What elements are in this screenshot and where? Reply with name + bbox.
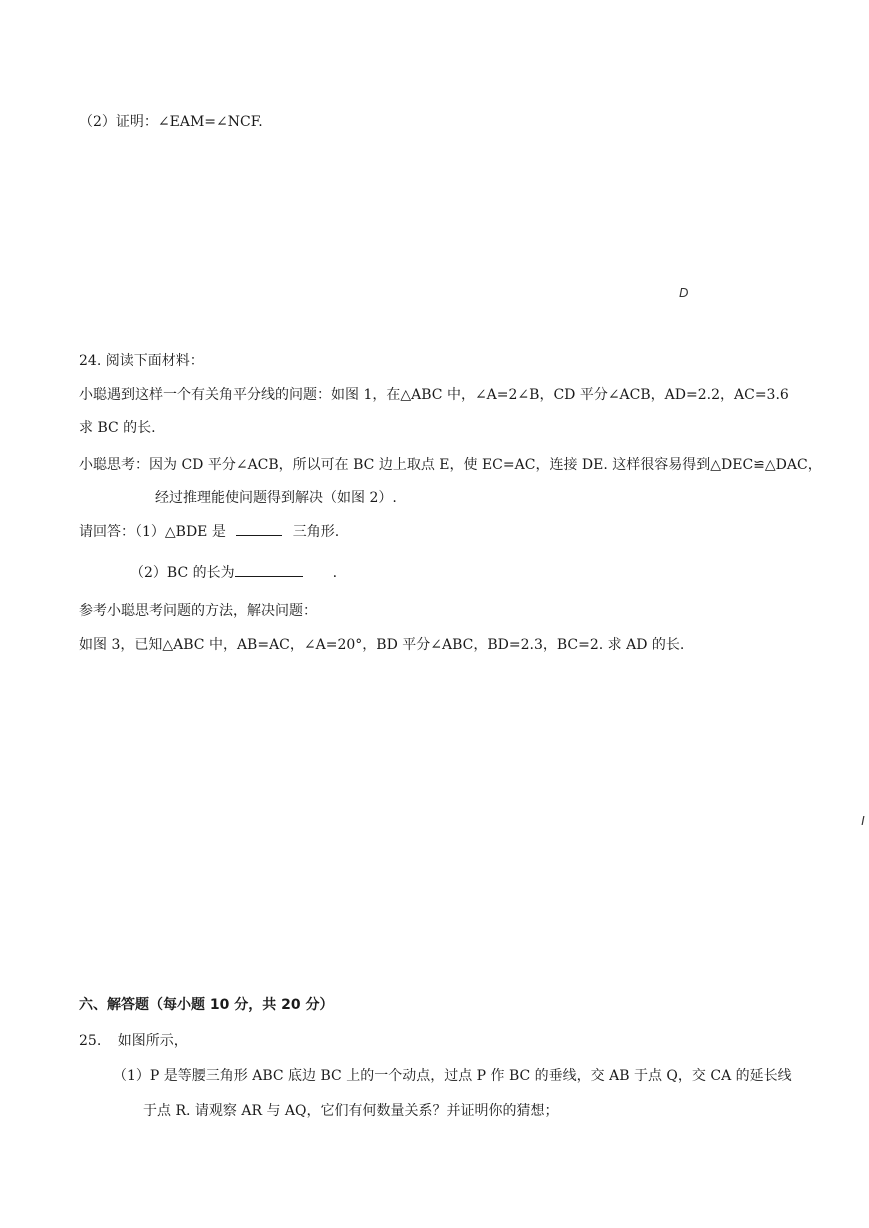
q24-line3: 小聪思考：因为 CD 平分∠ACB，所以可在 BC 边上取点 E，使 EC=AC，连接 DE. 这样很容易得到△DEC≌△DAC， (79, 457, 822, 473)
answer2-prefix: （2）BC 的长为 (130, 565, 235, 581)
q24-line7: 参考小聪思考问题的方法，解决问题： (79, 603, 317, 619)
q24-answer1 (79, 521, 339, 542)
q24-line4: 经过推理能使问题得到解决（如图 2）. (155, 490, 397, 506)
q25-header-text: 如图所示， (117, 1033, 188, 1049)
answer1-blank[interactable] (236, 521, 282, 536)
q25-number: 25. (79, 1033, 102, 1049)
section6-title: 六、解答题（每小题 10 分，共 20 分） (79, 997, 334, 1013)
q24-answer2 (130, 562, 337, 583)
q25-header (79, 1031, 188, 1051)
q25-part1-line2: 于点 R. 请观察 AR 与 AQ，它们有何数量关系？并证明你的猜想； (143, 1103, 559, 1119)
figure-label-d: D (679, 285, 689, 300)
answer2-suffix: . (332, 565, 338, 581)
figure-label-edge: I (861, 813, 865, 828)
q24-line2: 求 BC 的长. (79, 420, 156, 436)
q24-header: 24. 阅读下面材料： (79, 353, 204, 369)
q23-part2: （2）证明：∠EAM=∠NCF. (79, 114, 263, 130)
q24-line8: 如图 3，已知△ABC 中，AB=AC，∠A=20°，BD 平分∠ABC，BD=2.3，BC=2. 求 AD 的长. (79, 637, 685, 653)
answer1-suffix: 三角形. (292, 524, 340, 540)
answer1-prefix: 请回答：（1）△BDE 是 (79, 524, 226, 540)
q24-line1: 小聪遇到这样一个有关角平分线的问题：如图 1，在△ABC 中，∠A=2∠B，CD 平分∠ACB，AD=2.2，AC=3.6 (79, 387, 789, 403)
q25-part1-line1: （1）P 是等腰三角形 ABC 底边 BC 上的一个动点，过点 P 作 BC 的垂线，交 AB 于点 Q，交 CA 的延长线 (113, 1068, 792, 1084)
answer2-blank[interactable] (235, 562, 303, 577)
